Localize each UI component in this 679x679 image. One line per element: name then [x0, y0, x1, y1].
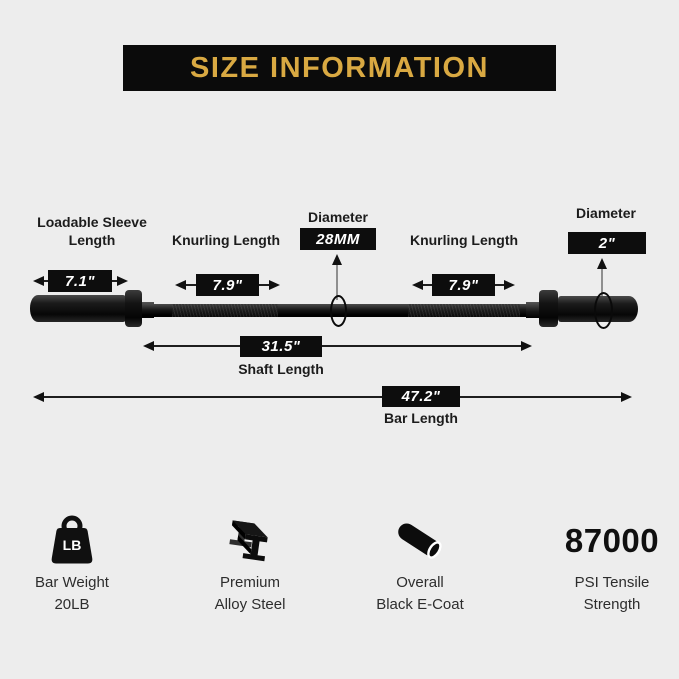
label-diameter-mid: Diameter — [308, 209, 368, 225]
dimension-knurl-right — [412, 274, 515, 296]
arrow-right-icon — [621, 392, 632, 402]
arrow-left-icon — [33, 276, 44, 286]
diameter-mid-pointer-arrow — [332, 254, 342, 300]
barbell-right-journal — [526, 302, 539, 318]
label-shaft-length: Shaft Length — [238, 361, 324, 377]
dimension-sleeve-length — [33, 270, 128, 292]
barbell-right-collar — [539, 290, 558, 327]
feature-label-line2: Black E-Coat — [376, 595, 464, 613]
cylinder-icon — [391, 513, 449, 569]
dimension-knurl-left — [175, 274, 280, 296]
label-knurling-length-right: Knurling Length — [409, 232, 519, 248]
page-title: SIZE INFORMATION — [190, 51, 489, 84]
label-bar-length: Bar Length — [384, 410, 458, 426]
weight-bag-icon — [47, 513, 97, 569]
psi-value: 87000 — [564, 522, 660, 559]
feature-label-line1: Bar Weight — [35, 574, 109, 591]
feature-label-line2: Strength — [583, 595, 641, 613]
arrow-left-icon — [412, 280, 423, 290]
measure-box-shaft-31-5: 31.5" — [240, 336, 322, 357]
dimension-bar-length — [33, 386, 632, 428]
arrow-up-icon — [332, 254, 342, 265]
measure-box-sleeve-7-1: 7.1" — [48, 270, 112, 292]
arrow-left-icon — [33, 392, 44, 402]
barbell-knurl-left — [172, 304, 278, 317]
barbell-left-sleeve — [30, 295, 126, 322]
arrow-left-icon — [143, 341, 154, 351]
measure-box-knurl-right-7-9: 7.9" — [432, 274, 495, 296]
arrow-right-icon — [521, 341, 532, 351]
diameter-right-pointer-arrow — [597, 258, 607, 296]
arrow-right-icon — [117, 276, 128, 286]
label-knurling-length-left: Knurling Length — [171, 232, 281, 248]
feature-label-line1: Overall — [396, 574, 444, 591]
feature-label-line1: Premium — [219, 574, 280, 591]
title-banner — [123, 45, 556, 91]
feature-black-ecoat — [355, 510, 485, 616]
barbell-left-collar — [125, 290, 142, 327]
dimension-shaft-length — [143, 336, 532, 378]
measure-box-knurl-left-7-9: 7.9" — [196, 274, 259, 296]
feature-alloy-steel — [185, 510, 315, 616]
arrow-up-icon — [597, 258, 607, 269]
shaft-diameter-ring — [330, 295, 347, 327]
measure-box-diameter-2in: 2" — [568, 232, 646, 254]
lb-icon-text: LB — [62, 537, 82, 553]
barbell-knurl-right — [408, 304, 520, 317]
ibeam-icon — [222, 513, 278, 569]
feature-bar-weight — [7, 510, 137, 616]
sleeve-diameter-ring — [594, 292, 613, 329]
label-loadable-sleeve-length: Loadable Sleeve Length — [37, 214, 147, 249]
arrow-right-icon — [269, 280, 280, 290]
measure-box-bar-47-2: 47.2" — [382, 386, 460, 407]
feature-psi-tensile — [540, 510, 679, 616]
arrow-left-icon — [175, 280, 186, 290]
label-diameter-right: Diameter — [576, 205, 636, 221]
feature-label-line2: Alloy Steel — [214, 595, 286, 613]
feature-label-line1: PSI Tensile — [574, 574, 650, 591]
arrow-right-icon — [504, 280, 515, 290]
feature-label-line2: 20LB — [54, 595, 90, 613]
measure-box-diameter-28mm: 28MM — [300, 228, 376, 250]
